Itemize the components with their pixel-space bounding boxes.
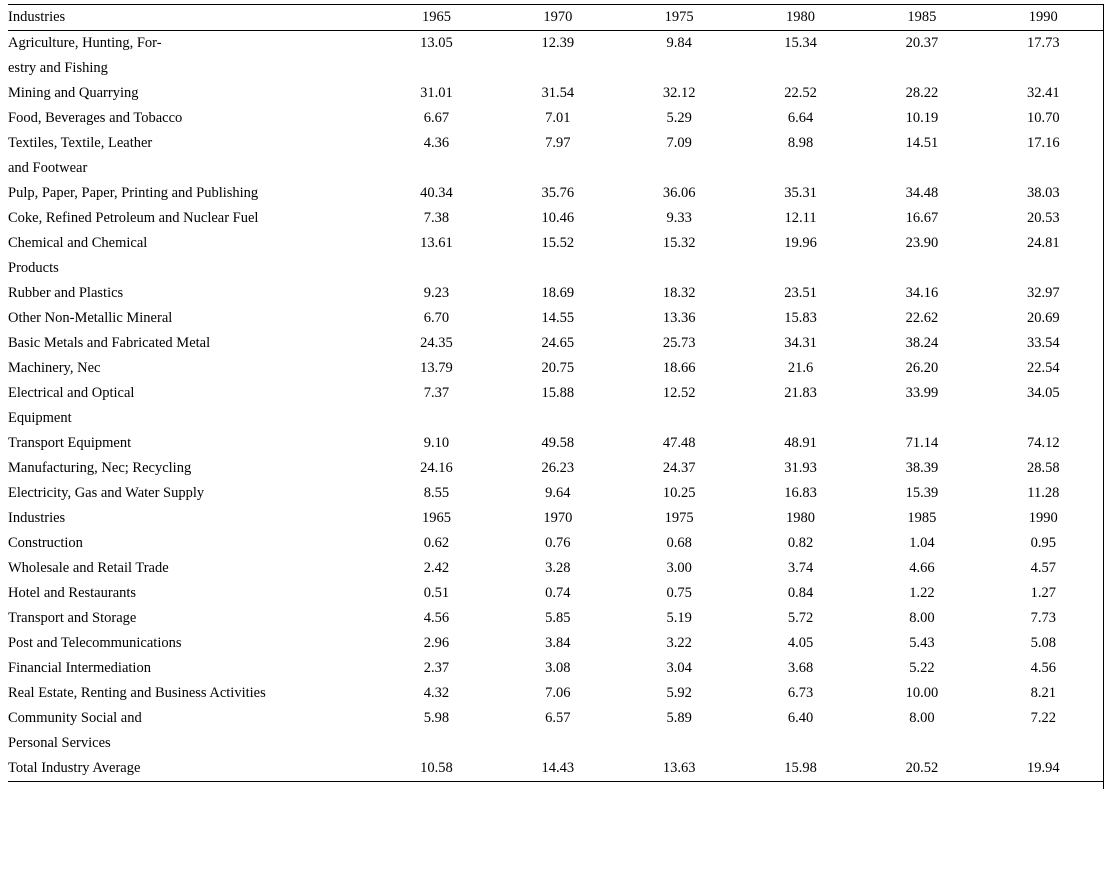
row-value bbox=[861, 56, 982, 81]
data-table bbox=[8, 4, 1104, 782]
row-value: 5.72 bbox=[787, 610, 814, 626]
row-value: 12.39 bbox=[541, 35, 575, 51]
row-value: 9.84 bbox=[666, 35, 692, 51]
row-value bbox=[861, 156, 982, 181]
table-row bbox=[8, 731, 1104, 756]
table-row bbox=[8, 56, 1104, 81]
row-label: Electricity, Gas and Water Supply bbox=[8, 485, 205, 501]
row-label: Rubber and Plastics bbox=[8, 285, 124, 301]
column-header-year: 1970 bbox=[497, 5, 618, 31]
row-value: 6.67 bbox=[423, 110, 450, 126]
row-value: 26.23 bbox=[541, 460, 575, 476]
column-header-year: 1980 bbox=[740, 5, 861, 31]
row-value: 0.82 bbox=[787, 535, 814, 551]
row-value: 13.61 bbox=[420, 235, 453, 251]
row-value: 0.74 bbox=[545, 585, 571, 601]
row-value: 35.76 bbox=[541, 185, 575, 201]
row-value: 8.00 bbox=[909, 610, 935, 626]
row-value bbox=[376, 731, 497, 756]
row-value: 6.40 bbox=[787, 710, 814, 726]
row-value: 49.58 bbox=[541, 435, 575, 451]
row-value bbox=[619, 731, 740, 756]
row-value bbox=[497, 406, 618, 431]
row-value: 7.06 bbox=[545, 685, 571, 701]
table-row bbox=[8, 531, 1104, 556]
row-value: 28.58 bbox=[1026, 460, 1060, 476]
row-value bbox=[497, 731, 618, 756]
table-row bbox=[8, 756, 1104, 782]
row-value: 14.43 bbox=[497, 756, 618, 782]
row-value: 20.75 bbox=[541, 360, 575, 376]
row-value: 24.81 bbox=[1026, 235, 1060, 251]
row-value: 38.03 bbox=[1026, 185, 1060, 201]
row-value: 24.65 bbox=[541, 335, 575, 351]
row-value: 14.55 bbox=[541, 310, 575, 326]
row-value: 5.85 bbox=[545, 610, 571, 626]
row-value: 48.91 bbox=[784, 435, 817, 451]
table-row bbox=[8, 581, 1104, 606]
row-label: Agriculture, Hunting, For- bbox=[8, 35, 162, 51]
row-value: 1965 bbox=[421, 510, 451, 526]
row-value bbox=[983, 731, 1104, 756]
row-value: 7.01 bbox=[545, 110, 571, 126]
row-value: 12.11 bbox=[784, 210, 817, 226]
row-value: 15.52 bbox=[541, 235, 575, 251]
row-value: 1980 bbox=[786, 510, 816, 526]
row-value: 13.79 bbox=[420, 360, 453, 376]
row-value: 21.6 bbox=[787, 360, 814, 376]
row-value bbox=[376, 406, 497, 431]
table-row bbox=[8, 556, 1104, 581]
column-header-year: 1975 bbox=[619, 5, 740, 31]
table-row bbox=[8, 431, 1104, 456]
row-value: 7.37 bbox=[423, 385, 450, 401]
row-value: 32.12 bbox=[662, 85, 696, 101]
row-value: 19.94 bbox=[983, 756, 1104, 782]
row-value: 1975 bbox=[664, 510, 694, 526]
row-value: 3.08 bbox=[545, 660, 571, 676]
row-value: 32.41 bbox=[1026, 85, 1060, 101]
row-label: Mining and Quarrying bbox=[8, 85, 139, 101]
row-value: 6.73 bbox=[787, 685, 814, 701]
row-label: Other Non-Metallic Mineral bbox=[8, 310, 173, 326]
row-value: 22.62 bbox=[905, 310, 939, 326]
row-value: 7.38 bbox=[423, 210, 450, 226]
column-header-industries: Industries bbox=[8, 5, 376, 31]
row-value: 5.98 bbox=[423, 710, 450, 726]
row-value: 23.90 bbox=[905, 235, 939, 251]
row-value bbox=[861, 731, 982, 756]
row-value: 2.42 bbox=[423, 560, 450, 576]
page-right-rule bbox=[1103, 4, 1104, 789]
row-value: 5.43 bbox=[909, 635, 935, 651]
row-value: 0.95 bbox=[1030, 535, 1056, 551]
row-value: 0.84 bbox=[787, 585, 814, 601]
row-label: Hotel and Restaurants bbox=[8, 585, 137, 601]
row-label: Food, Beverages and Tobacco bbox=[8, 110, 183, 126]
row-value: 15.98 bbox=[740, 756, 861, 782]
row-value: 38.24 bbox=[905, 335, 939, 351]
row-value: 3.74 bbox=[787, 560, 814, 576]
row-value bbox=[497, 156, 618, 181]
row-value: 1985 bbox=[907, 510, 937, 526]
row-value bbox=[619, 406, 740, 431]
row-value bbox=[740, 406, 861, 431]
table-row bbox=[8, 281, 1104, 306]
row-value: 18.69 bbox=[541, 285, 575, 301]
column-header-year: 1990 bbox=[983, 5, 1104, 31]
row-value bbox=[740, 256, 861, 281]
row-value: 15.88 bbox=[541, 385, 575, 401]
row-value bbox=[497, 56, 618, 81]
row-value: 21.83 bbox=[784, 385, 817, 401]
table-row bbox=[8, 331, 1104, 356]
row-value: 9.64 bbox=[545, 485, 571, 501]
row-value: 3.22 bbox=[666, 635, 692, 651]
row-value: 3.28 bbox=[545, 560, 571, 576]
table-row bbox=[8, 481, 1104, 506]
table-row bbox=[8, 106, 1104, 131]
row-value: 40.34 bbox=[420, 185, 453, 201]
table-row bbox=[8, 81, 1104, 106]
table-row bbox=[8, 506, 1104, 531]
row-value: 4.32 bbox=[423, 685, 450, 701]
row-label: and Footwear bbox=[8, 160, 88, 176]
row-value bbox=[983, 406, 1104, 431]
row-value bbox=[740, 156, 861, 181]
row-value: 3.00 bbox=[666, 560, 692, 576]
row-value: 3.84 bbox=[545, 635, 571, 651]
row-value: 7.09 bbox=[666, 135, 692, 151]
row-value: 31.93 bbox=[784, 460, 817, 476]
row-value: 1.22 bbox=[909, 585, 935, 601]
row-label: Total Industry Average bbox=[8, 756, 376, 782]
row-value: 0.76 bbox=[545, 535, 571, 551]
row-value: 10.00 bbox=[905, 685, 939, 701]
row-label: Community Social and bbox=[8, 710, 142, 726]
row-value: 10.58 bbox=[376, 756, 497, 782]
row-value: 18.32 bbox=[662, 285, 696, 301]
row-value: 33.54 bbox=[1026, 335, 1060, 351]
row-value: 4.66 bbox=[909, 560, 935, 576]
column-header-year: 1965 bbox=[376, 5, 497, 31]
row-value: 0.68 bbox=[666, 535, 692, 551]
row-value: 2.96 bbox=[423, 635, 450, 651]
row-value: 11.28 bbox=[1027, 485, 1060, 501]
row-value: 25.73 bbox=[662, 335, 696, 351]
row-value: 38.39 bbox=[905, 460, 939, 476]
row-value: 1.04 bbox=[909, 535, 935, 551]
row-label: Pulp, Paper, Paper, Printing and Publishing bbox=[8, 185, 259, 201]
row-value: 22.54 bbox=[1026, 360, 1060, 376]
table-row bbox=[8, 606, 1104, 631]
row-label: Transport and Storage bbox=[8, 610, 137, 626]
row-value: 8.00 bbox=[909, 710, 935, 726]
row-value: 9.10 bbox=[423, 435, 450, 451]
row-value bbox=[376, 156, 497, 181]
row-value: 36.06 bbox=[662, 185, 696, 201]
row-value: 22.52 bbox=[784, 85, 817, 101]
row-label: Construction bbox=[8, 535, 83, 551]
row-value: 24.16 bbox=[420, 460, 453, 476]
table-row bbox=[8, 256, 1104, 281]
row-value: 71.14 bbox=[905, 435, 939, 451]
row-value: 0.62 bbox=[423, 535, 450, 551]
row-value: 15.39 bbox=[905, 485, 939, 501]
row-value: 12.52 bbox=[662, 385, 696, 401]
row-label: Transport Equipment bbox=[8, 435, 132, 451]
row-value: 6.70 bbox=[423, 310, 450, 326]
row-value: 4.56 bbox=[423, 610, 450, 626]
table-row bbox=[8, 356, 1104, 381]
row-value: 13.05 bbox=[420, 35, 453, 51]
row-value: 34.48 bbox=[905, 185, 939, 201]
row-value: 8.98 bbox=[787, 135, 814, 151]
row-value bbox=[376, 56, 497, 81]
row-value: 34.16 bbox=[905, 285, 939, 301]
row-value: 10.46 bbox=[541, 210, 575, 226]
row-value: 6.64 bbox=[787, 110, 814, 126]
row-value: 34.05 bbox=[1026, 385, 1060, 401]
table-row bbox=[8, 706, 1104, 731]
table-row bbox=[8, 381, 1104, 406]
table-row bbox=[8, 631, 1104, 656]
row-value: 3.04 bbox=[666, 660, 692, 676]
row-label: Electrical and Optical bbox=[8, 385, 135, 401]
row-value: 9.23 bbox=[423, 285, 450, 301]
row-value: 17.73 bbox=[1026, 35, 1060, 51]
row-value: 15.34 bbox=[784, 35, 817, 51]
row-value: 9.33 bbox=[666, 210, 692, 226]
row-value: 4.05 bbox=[787, 635, 814, 651]
row-value: 5.92 bbox=[666, 685, 692, 701]
row-value: 4.36 bbox=[423, 135, 450, 151]
row-value bbox=[619, 256, 740, 281]
table-row bbox=[8, 206, 1104, 231]
row-value bbox=[861, 256, 982, 281]
table-row bbox=[8, 31, 1104, 57]
table-row bbox=[8, 406, 1104, 431]
table-row bbox=[8, 456, 1104, 481]
row-value: 15.32 bbox=[662, 235, 696, 251]
row-value: 8.21 bbox=[1030, 685, 1056, 701]
row-value: 5.89 bbox=[666, 710, 692, 726]
row-value: 33.99 bbox=[905, 385, 939, 401]
row-value bbox=[740, 731, 861, 756]
row-value: 4.56 bbox=[1030, 660, 1056, 676]
row-value: 16.83 bbox=[784, 485, 817, 501]
row-value: 1.27 bbox=[1030, 585, 1056, 601]
row-label: Wholesale and Retail Trade bbox=[8, 560, 169, 576]
row-value bbox=[983, 256, 1104, 281]
row-value bbox=[983, 56, 1104, 81]
row-value: 5.22 bbox=[909, 660, 935, 676]
row-value bbox=[619, 56, 740, 81]
row-value bbox=[376, 256, 497, 281]
row-value: 2.37 bbox=[423, 660, 450, 676]
row-value: 35.31 bbox=[784, 185, 817, 201]
data-table-container bbox=[8, 4, 1104, 782]
row-value: 20.52 bbox=[861, 756, 982, 782]
row-value: 7.73 bbox=[1030, 610, 1056, 626]
row-label: Textiles, Textile, Leather bbox=[8, 135, 153, 151]
table-row bbox=[8, 181, 1104, 206]
row-value: 47.48 bbox=[662, 435, 696, 451]
row-value: 74.12 bbox=[1026, 435, 1060, 451]
row-value: 31.01 bbox=[420, 85, 453, 101]
row-value: 15.83 bbox=[784, 310, 817, 326]
row-value: 3.68 bbox=[787, 660, 814, 676]
row-value: 1970 bbox=[543, 510, 573, 526]
row-value: 10.19 bbox=[905, 110, 939, 126]
row-value: 34.31 bbox=[784, 335, 817, 351]
row-value: 5.29 bbox=[666, 110, 692, 126]
row-value: 26.20 bbox=[905, 360, 939, 376]
row-value: 7.97 bbox=[545, 135, 571, 151]
row-label: Financial Intermediation bbox=[8, 660, 151, 676]
row-label: Post and Telecommunications bbox=[8, 635, 182, 651]
row-label: Machinery, Nec bbox=[8, 360, 101, 376]
row-label: Manufacturing, Nec; Recycling bbox=[8, 460, 192, 476]
table-row bbox=[8, 681, 1104, 706]
row-value: 13.36 bbox=[662, 310, 696, 326]
row-value: 24.37 bbox=[662, 460, 696, 476]
table-row bbox=[8, 231, 1104, 256]
row-value bbox=[740, 56, 861, 81]
row-value: 14.51 bbox=[905, 135, 939, 151]
row-value: 18.66 bbox=[662, 360, 696, 376]
column-header-year: 1985 bbox=[861, 5, 982, 31]
row-label: Industries bbox=[8, 510, 66, 526]
table-row bbox=[8, 156, 1104, 181]
row-label: Personal Services bbox=[8, 735, 111, 751]
row-value: 10.70 bbox=[1026, 110, 1060, 126]
row-label: Products bbox=[8, 260, 59, 276]
row-value: 4.57 bbox=[1030, 560, 1056, 576]
row-label: estry and Fishing bbox=[8, 60, 108, 76]
row-value: 0.51 bbox=[423, 585, 450, 601]
row-value: 20.37 bbox=[905, 35, 939, 51]
row-value: 19.96 bbox=[784, 235, 817, 251]
table-row bbox=[8, 306, 1104, 331]
table-header-row bbox=[8, 5, 1104, 31]
row-value: 8.55 bbox=[423, 485, 450, 501]
row-value: 0.75 bbox=[666, 585, 692, 601]
row-value: 31.54 bbox=[541, 85, 575, 101]
row-label: Equipment bbox=[8, 410, 72, 426]
row-value bbox=[497, 256, 618, 281]
row-value bbox=[983, 156, 1104, 181]
row-value: 13.63 bbox=[619, 756, 740, 782]
row-value: 20.69 bbox=[1026, 310, 1060, 326]
row-value: 23.51 bbox=[784, 285, 817, 301]
table-row bbox=[8, 656, 1104, 681]
row-label: Chemical and Chemical bbox=[8, 235, 148, 251]
row-label: Real Estate, Renting and Business Activities bbox=[8, 685, 266, 701]
row-value bbox=[861, 406, 982, 431]
row-value: 20.53 bbox=[1026, 210, 1060, 226]
row-label: Basic Metals and Fabricated Metal bbox=[8, 335, 211, 351]
row-value: 32.97 bbox=[1026, 285, 1060, 301]
row-value: 6.57 bbox=[545, 710, 571, 726]
row-value: 5.19 bbox=[666, 610, 692, 626]
row-label: Coke, Refined Petroleum and Nuclear Fuel bbox=[8, 210, 259, 226]
table-row bbox=[8, 131, 1104, 156]
row-value bbox=[619, 156, 740, 181]
row-value: 10.25 bbox=[662, 485, 696, 501]
row-value: 5.08 bbox=[1030, 635, 1056, 651]
row-value: 24.35 bbox=[420, 335, 453, 351]
row-value: 16.67 bbox=[905, 210, 939, 226]
row-value: 28.22 bbox=[905, 85, 939, 101]
row-value: 7.22 bbox=[1030, 710, 1056, 726]
row-value: 1990 bbox=[1028, 510, 1058, 526]
row-value: 17.16 bbox=[1026, 135, 1060, 151]
